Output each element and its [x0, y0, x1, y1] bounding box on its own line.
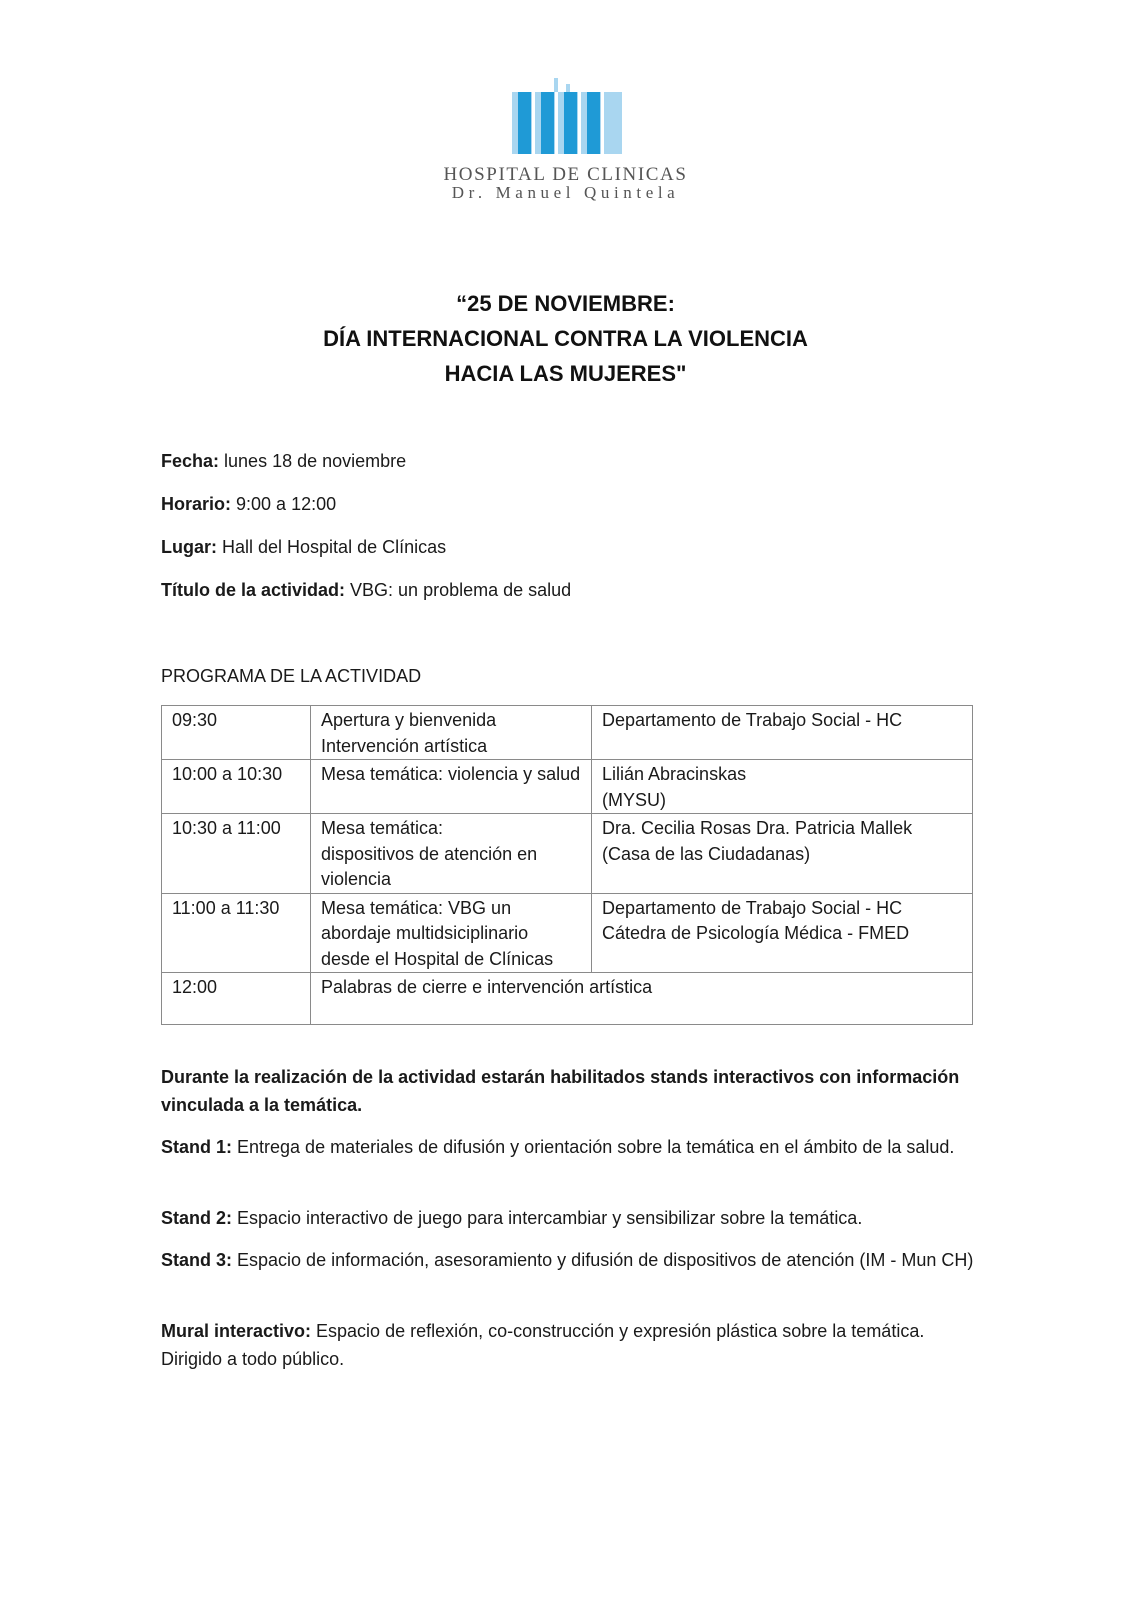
table-row — [162, 814, 973, 894]
activity-line: Mesa temática: violencia y salud — [321, 764, 581, 784]
title-line-1: “25 DE NOVIEMBRE: — [456, 291, 675, 316]
activity-line: Intervención artística — [321, 735, 488, 756]
detail-titulo — [161, 580, 571, 601]
speaker-line: Departamento de Trabajo Social - HC — [602, 710, 903, 730]
row-speaker — [592, 760, 973, 814]
detail-fecha-label: Fecha: — [161, 451, 220, 471]
row-activity — [311, 893, 592, 973]
row-time: 10:00 a 10:30 — [162, 760, 311, 814]
detail-titulo-label: Título de la actividad: — [161, 580, 346, 600]
row-speaker — [592, 706, 973, 760]
speaker-line: Lilián Abracinskas — [602, 764, 747, 784]
detail-horario-value: 9:00 a 12:00 — [231, 494, 337, 514]
activity-line: abordaje multidsiciplinario — [321, 923, 529, 943]
row-speaker — [592, 814, 973, 894]
speaker-line: Dra. Cecilia Rosas Dra. Patricia Mallek — [602, 818, 913, 838]
stand-2-text: Espacio interactivo de juego para intercambiar y sensibilizar sobre la temática. — [232, 1208, 863, 1228]
table-row — [162, 706, 973, 760]
table-row — [162, 893, 973, 973]
logo-doctor-name: Dr. Manuel Quintela — [451, 183, 680, 202]
hospital-logo-mark — [420, 78, 711, 164]
title-line-3: HACIA LAS MUJERES" — [444, 361, 687, 386]
row-activity — [311, 814, 592, 894]
row-speaker — [592, 893, 973, 973]
hospital-logo — [420, 78, 711, 203]
document-title — [150, 286, 981, 391]
speaker-line: (MYSU) — [602, 789, 666, 810]
detail-lugar — [161, 537, 446, 558]
detail-titulo-value: VBG: un problema de salud — [345, 580, 572, 600]
speaker-line: (Casa de las Ciudadanas) — [602, 843, 811, 864]
activity-line: Mesa temática: VBG un — [321, 897, 512, 918]
title-line-2: DÍA INTERNACIONAL CONTRA LA VIOLENCIA — [323, 326, 808, 351]
row-time: 12:00 — [162, 973, 311, 1025]
speaker-line: Cátedra de Psicología Médica - FMED — [602, 923, 910, 943]
activity-line: Mesa temática: — [321, 818, 444, 838]
mural-text: Espacio de reflexión, co-construcción y expresión plástica sobre la temática. Dirigido a todo público. — [161, 1321, 925, 1369]
detail-fecha — [161, 451, 406, 472]
program-heading: PROGRAMA DE LA ACTIVIDAD — [161, 666, 422, 686]
mural-interactivo — [161, 1317, 976, 1373]
schedule-table — [161, 705, 973, 1025]
activity-line: Apertura y bienvenida — [321, 710, 497, 730]
activity-line: dispositivos de atención en — [321, 843, 538, 864]
row-time: 09:30 — [162, 706, 311, 760]
row-closing: Palabras de cierre e intervención artística — [311, 973, 973, 1025]
speaker-line: Departamento de Trabajo Social - HC — [602, 897, 903, 918]
stand-3 — [161, 1246, 976, 1274]
row-activity — [311, 760, 592, 814]
stand-3-label: Stand 3: — [161, 1250, 233, 1270]
stands-notice: Durante la realización de la actividad estarán habilitados stands interactivos con información vinculada a la temática. — [161, 1067, 960, 1115]
stand-1-text: Entrega de materiales de difusión y orientación sobre la temática en el ámbito de la salud. — [232, 1137, 955, 1157]
logo-hospital-name: HOSPITAL DE CLINICAS — [443, 164, 688, 185]
detail-horario-label: Horario: — [161, 494, 232, 514]
detail-horario — [161, 494, 336, 515]
stand-3-text: Espacio de información, asesoramiento y difusión de dispositivos de atención (IM - Mun CH) — [232, 1250, 974, 1270]
stand-1 — [161, 1133, 976, 1161]
row-time: 11:00 a 11:30 — [162, 893, 311, 973]
stand-2-label: Stand 2: — [161, 1208, 233, 1228]
row-time: 10:30 a 11:00 — [162, 814, 311, 894]
table-row — [162, 760, 973, 814]
detail-lugar-value: Hall del Hospital de Clínicas — [217, 537, 447, 557]
stand-2 — [161, 1204, 976, 1232]
activity-line: violencia — [321, 869, 392, 889]
row-activity — [311, 706, 592, 760]
detail-fecha-value: lunes 18 de noviembre — [219, 451, 407, 471]
mural-label: Mural interactivo: — [161, 1321, 312, 1341]
stand-1-label: Stand 1: — [161, 1137, 233, 1157]
activity-line: desde el Hospital de Clínicas — [321, 948, 554, 969]
detail-lugar-label: Lugar: — [161, 537, 217, 557]
table-row — [162, 973, 973, 1025]
